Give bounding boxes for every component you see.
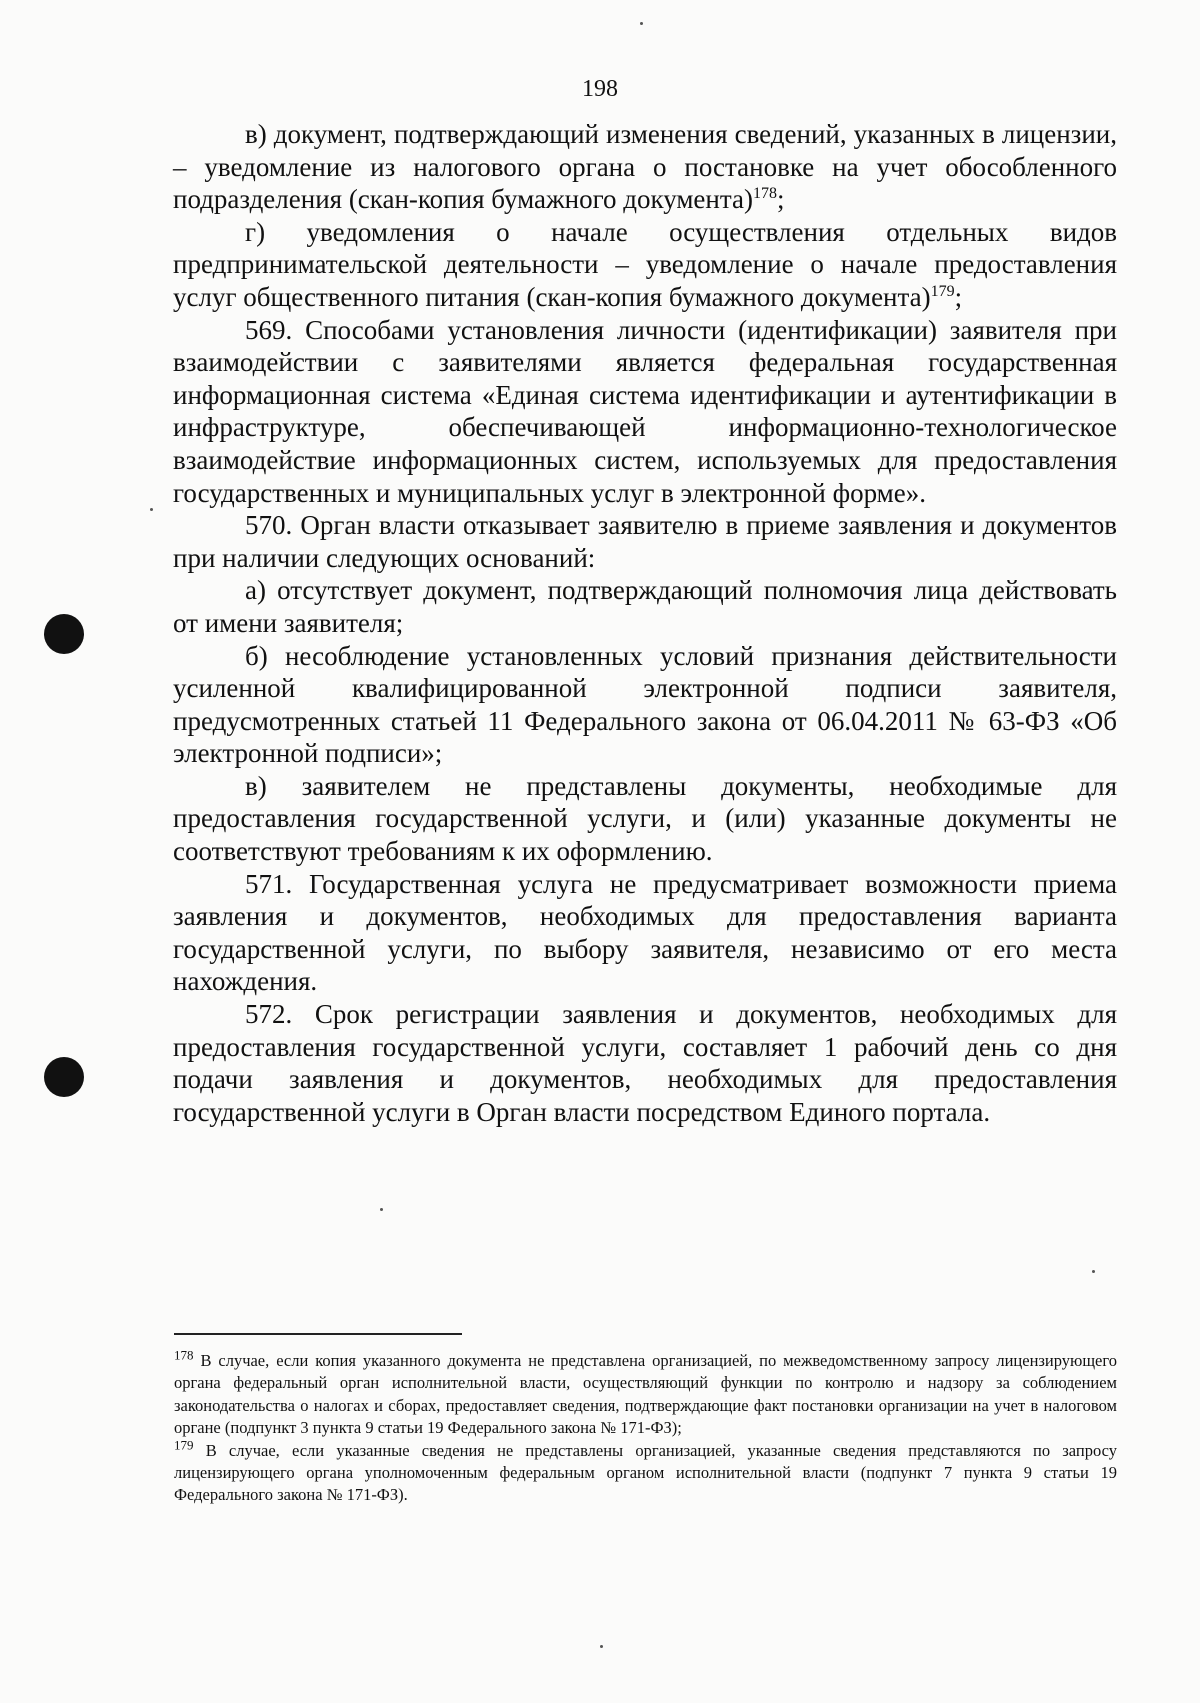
paragraph: [173, 118, 1117, 216]
paragraph-tail: ;: [954, 281, 963, 312]
footnote-separator: [174, 1333, 462, 1335]
footnote-mark: 178: [174, 1347, 194, 1363]
punch-hole-mark: [44, 1057, 84, 1097]
footnote: [174, 1347, 1117, 1440]
paragraph-text: г) уведомления о начале осуществления отдельных видов предпринимательской деятельности – уведомление о начале предоставления услуг общественного питания (скан-копия бумажного документа): [173, 216, 1117, 312]
footnote-mark: 179: [174, 1437, 194, 1453]
scan-speck: [640, 22, 643, 25]
paragraph: [173, 314, 1117, 510]
scan-speck: [1092, 1270, 1095, 1273]
paragraph-text: 569. Способами установления личности (идентификации) заявителя при взаимодействии с заявителями является федеральная государственная информационная система «Единая система идентификации и аутентификации в инфраструктуре, обеспечивающей информационно-технологическое взаимодействие информационных систем, используемых для предоставления государственных и муниципальных услуг в электронной форме».: [173, 314, 1117, 508]
paragraph: [173, 640, 1117, 770]
paragraph-text: а) отсутствует документ, подтверждающий полномочия лица действовать от имени заявителя;: [173, 575, 1117, 638]
paragraph-tail: ;: [776, 184, 785, 215]
scan-speck: [380, 1208, 383, 1211]
paragraph-text: 572. Срок регистрации заявления и документов, необходимых для предоставления государственной услуги, составляет 1 рабочий день со дня подачи заявления и документов, необходимых для предоставления государственной услуги в Орган власти посредством Единого портала.: [173, 999, 1117, 1127]
footnote-text: В случае, если копия указанного документа не представлена организацией, по межведомственному запросу лицензирующего органа федеральный орган исполнительной власти, осуществляющий функции по контролю и надзору за соблюдением законодательства о налогах и сборах, предоставляет сведения, подтверждающие факт постановки организации на учет в налоговом органе (подпункт 3 пункта 9 статьи 19 Федерального закона № 171-ФЗ);: [174, 1351, 1117, 1438]
footnote: [174, 1437, 1117, 1507]
scan-speck: [150, 508, 153, 511]
paragraph: [173, 574, 1117, 639]
paragraph: [173, 770, 1117, 868]
punch-hole-mark: [44, 614, 84, 654]
footnote-text: В случае, если указанные сведения не представлены организацией, указанные сведения представляются по запросу лицензирующего органа уполномоченным федеральным органом исполнительной власти (подпункт 7 пункта 9 статьи 19 Федерального закона № 171-ФЗ).: [174, 1440, 1117, 1505]
paragraph-text: 570. Орган власти отказывает заявителю в приеме заявления и документов при наличии следующих оснований:: [173, 510, 1117, 573]
page-number: 198: [582, 76, 618, 102]
body-text: [173, 118, 1117, 1128]
footnote-ref: 178: [752, 185, 777, 203]
paragraph: [173, 509, 1117, 574]
paragraph: [173, 998, 1117, 1128]
paragraph-text: в) заявителем не представлены документы, необходимые для предоставления государственной услуги, и (или) указанные документы не соответствуют требованиям к их оформлению.: [173, 770, 1117, 867]
paragraph-text: б) несоблюдение установленных условий признания действительности усиленной квалифицированной электронной подписи заявителя, предусмотренных статьей 11 Федерального закона от 06.04.2011 № 63-ФЗ «Об электронной подписи»;: [173, 640, 1117, 769]
paragraph-text: 571. Государственная услуга не предусматривает возможности приема заявления и документов, необходимых для предоставления варианта государственной услуги, по выбору заявителя, независимо от его места нахождения.: [173, 868, 1117, 997]
footnote-ref: 179: [930, 282, 955, 300]
footnotes: [174, 1347, 1117, 1507]
scan-speck: [600, 1645, 603, 1648]
paragraph: [173, 868, 1117, 998]
paragraph-text: в) документ, подтверждающий изменения сведений, указанных в лицензии, – уведомление из налогового органа о постановке на учет обособленного подразделения (скан-копия бумажного документа): [173, 119, 1117, 215]
paragraph: [173, 216, 1117, 314]
